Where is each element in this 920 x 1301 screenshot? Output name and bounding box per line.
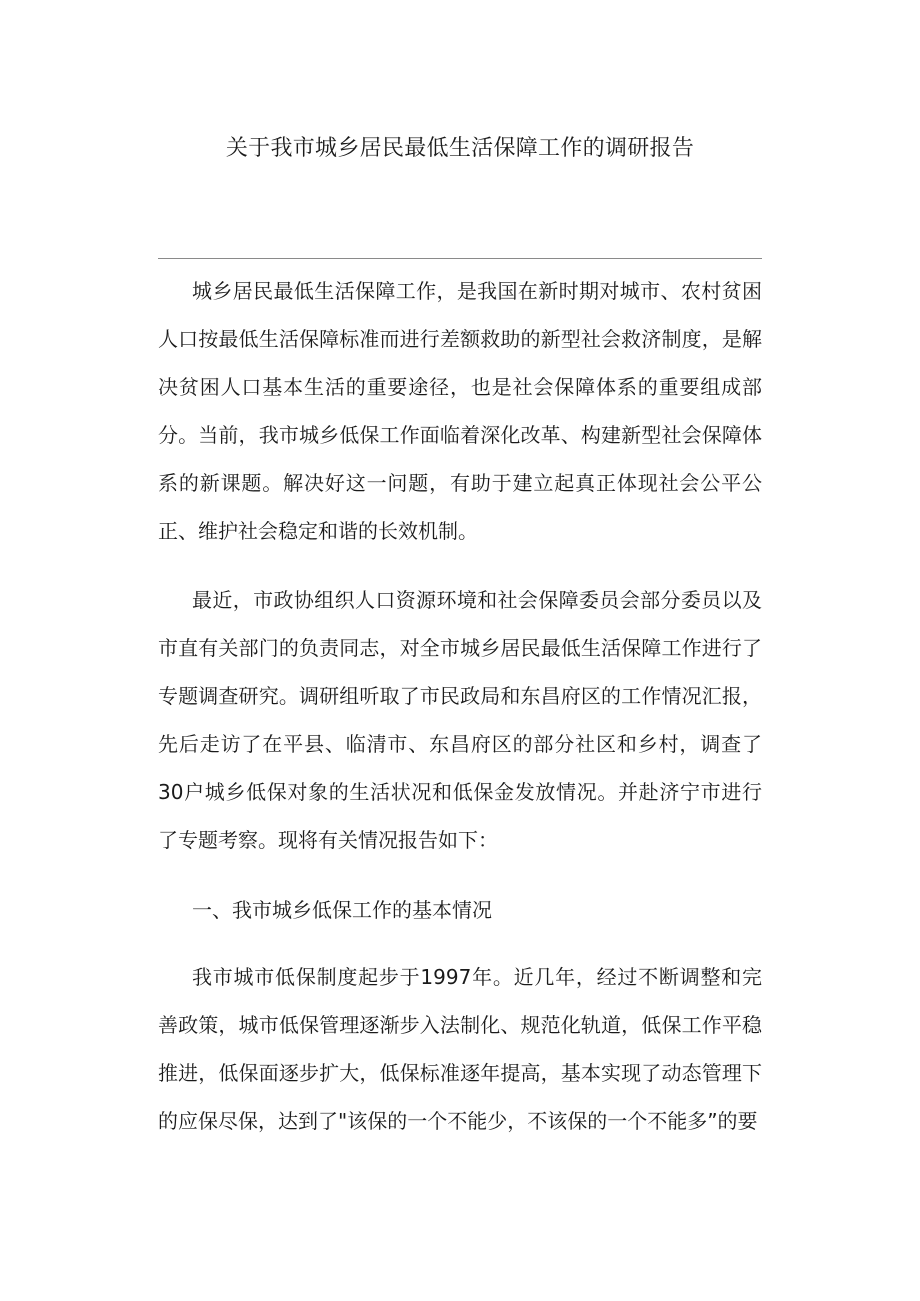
paragraph-text: 我市城市低保制度起步于1997年。近几年，经过不断调整和完善政策，城市低保管理逐渐步入法制化、规范化轨道，低保工作平稳推进，低保面逐步扩大，低保标准逐年提高，基本实现了动态管理下的应保尽保，达到了"该保的一个不能少，不该保的一个不能多”的要 — [158, 965, 762, 1133]
paragraph-text: 最近，市政协组织人口资源环境和社会保障委员会部分委员以及市直有关部门的负责同志，对全市城乡居民最低生活保障工作进行了专题调查研究。调研组听取了市民政局和东昌府区的工作情况汇报，先后走访了在平县、临清市、东昌府区的部分社区和乡村，调查了30户城乡低保对象的生活状况和低保金发放情况。并赴济宁市进行了专题考察。现将有关情况报告如下： — [158, 588, 762, 852]
title-divider — [158, 258, 762, 259]
paragraph-urban-minimum-security — [158, 953, 762, 1145]
section-heading-basic-situation — [158, 886, 762, 934]
paragraph-text: 城乡居民最低生活保障工作，是我国在新时期对城市、农村贫困人口按最低生活保障标准而进行差额救助的新型社会救济制度，是解决贫困人口基本生活的重要途径，也是社会保障体系的重要组成部分。当前，我市城乡低保工作面临着深化改革、构建新型社会保障体系的新课题。解决好这一问题，有助于建立起真正体现社会公平公正、维护社会稳定和谐的长效机制。 — [158, 279, 762, 543]
paragraph-introduction — [158, 267, 762, 555]
document-title: 关于我市城乡居民最低生活保障工作的调研报告 — [225, 136, 695, 161]
paragraph-investigation — [158, 576, 762, 864]
section-heading: 一、我市城乡低保工作的基本情况 — [192, 898, 492, 922]
